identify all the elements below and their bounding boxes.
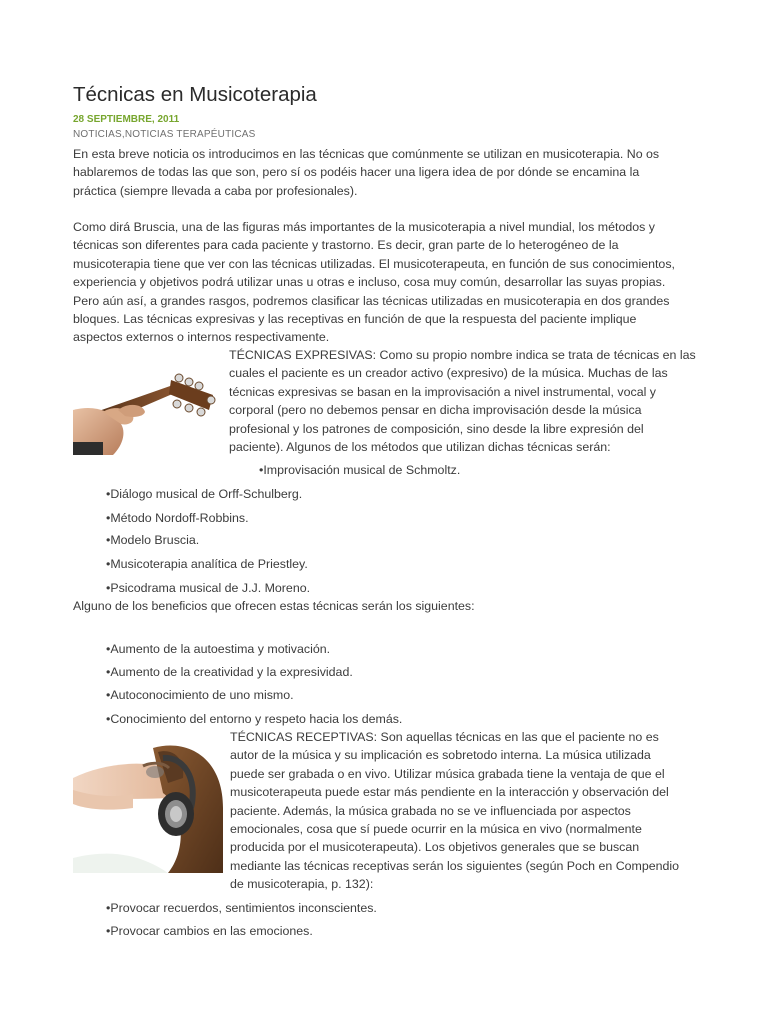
category-link-noticias-terapeuticas[interactable]: NOTICIAS TERAPÉUTICAS	[124, 129, 256, 140]
metodo-item: •Método Nordoff-Robbins.	[106, 511, 249, 525]
beneficio-item: •Aumento de la creatividad y la expresividad.	[106, 665, 353, 679]
beneficios-intro: Alguno de los beneficios que ofrecen estas técnicas serán los siguientes:	[73, 599, 475, 613]
beneficio-item: •Autoconocimiento de uno mismo.	[106, 688, 294, 702]
post-categories	[73, 129, 256, 140]
metodo-item: •Musicoterapia analítica de Priestley.	[106, 557, 308, 571]
post-date: 28 SEPTIEMBRE, 2011	[73, 114, 180, 125]
article-title: Técnicas en Musicoterapia	[73, 83, 317, 106]
metodo-item: •Psicodrama musical de J.J. Moreno.	[106, 581, 311, 595]
objetivo-item: •Provocar cambios en las emociones.	[106, 924, 313, 938]
intro-paragraph: En esta breve noticia os introducimos en las técnicas que comúnmente se utilizan en musicoterapia. No os hablaremos de todas las que son, pero sí os podéis hacer una ligera idea de por dónde se encamina la práctica (siempre llevada a caba por profesionales).	[73, 147, 660, 198]
beneficio-item: •Aumento de la autoestima y motivación.	[106, 642, 331, 656]
guitar-hand-image	[73, 350, 218, 455]
metodo-item: •Improvisación musical de Schmoltz.	[259, 463, 461, 477]
expresivas-paragraph: TÉCNICAS EXPRESIVAS: Como su propio nombre indica se trata de técnicas en las cuales el paciente es un creador activo (expresivo) de la música. Muchas de las técnicas expresivas se basan en la improvisación a nivel instrumental, vocal y corporal (pero no debemos pensar en dicha improvisación desde la música profesional y los patrones de composición, sino desde la libre expresión del paciente). Algunos de los métodos que utilizan dichas técnicas serán:	[229, 348, 696, 455]
objetivo-item: •Provocar recuerdos, sentimientos inconscientes.	[106, 901, 377, 915]
beneficio-item: •Conocimiento del entorno y respeto hacia los demás.	[106, 712, 403, 726]
woman-headphones-image	[73, 738, 223, 873]
receptivas-paragraph: TÉCNICAS RECEPTIVAS: Son aquellas técnicas en las que el paciente no es autor de la música y su implicación es sobretodo interna. La música utilizada puede ser grabada o en vivo. Utilizar música grabada tiene la ventaja de que el musicoterapeuta puede estar más pendiente en la interacción y observación del paciente. Además, la música grabada no se ve influenciada por aspectos emocionales, cosa que sí puede ocurrir en la música en vivo (normalmente producida por el musicoterapeuta). Los objetivos generales que se buscan mediante las técnicas receptivas serán los siguientes (según Poch en Compendio de musicoterapia, p. 132):	[230, 730, 680, 892]
category-link-noticias[interactable]: NOTICIAS	[73, 129, 122, 140]
bruscia-paragraph: Como dirá Bruscia, una de las figuras más importantes de la musicoterapia a nivel mundial, los métodos y técnicas son diferentes para cada paciente y trastorno. Es decir, gran parte de lo heterogéneo de la musicoterapia tiene que ver con las técnicas utilizadas. El musicoterapeuta, en función de sus conocimientos, experiencia y objetivos podrá utilizar unas u otras e incluso, cosa muy común, desarrollar las suyas propias. Pero aún así, a grandes rasgos, podremos clasificar las técnicas utilizadas en musicoterapia en dos grandes bloques. Las técnicas expresivas y las receptivas en función de que la respuesta del paciente implique aspectos externos o internos respectivamente.	[73, 220, 675, 345]
metodo-item: •Modelo Bruscia.	[106, 533, 200, 547]
metodo-item: •Diálogo musical de Orff-Schulberg.	[106, 487, 303, 501]
category-separator: ,	[121, 129, 125, 140]
